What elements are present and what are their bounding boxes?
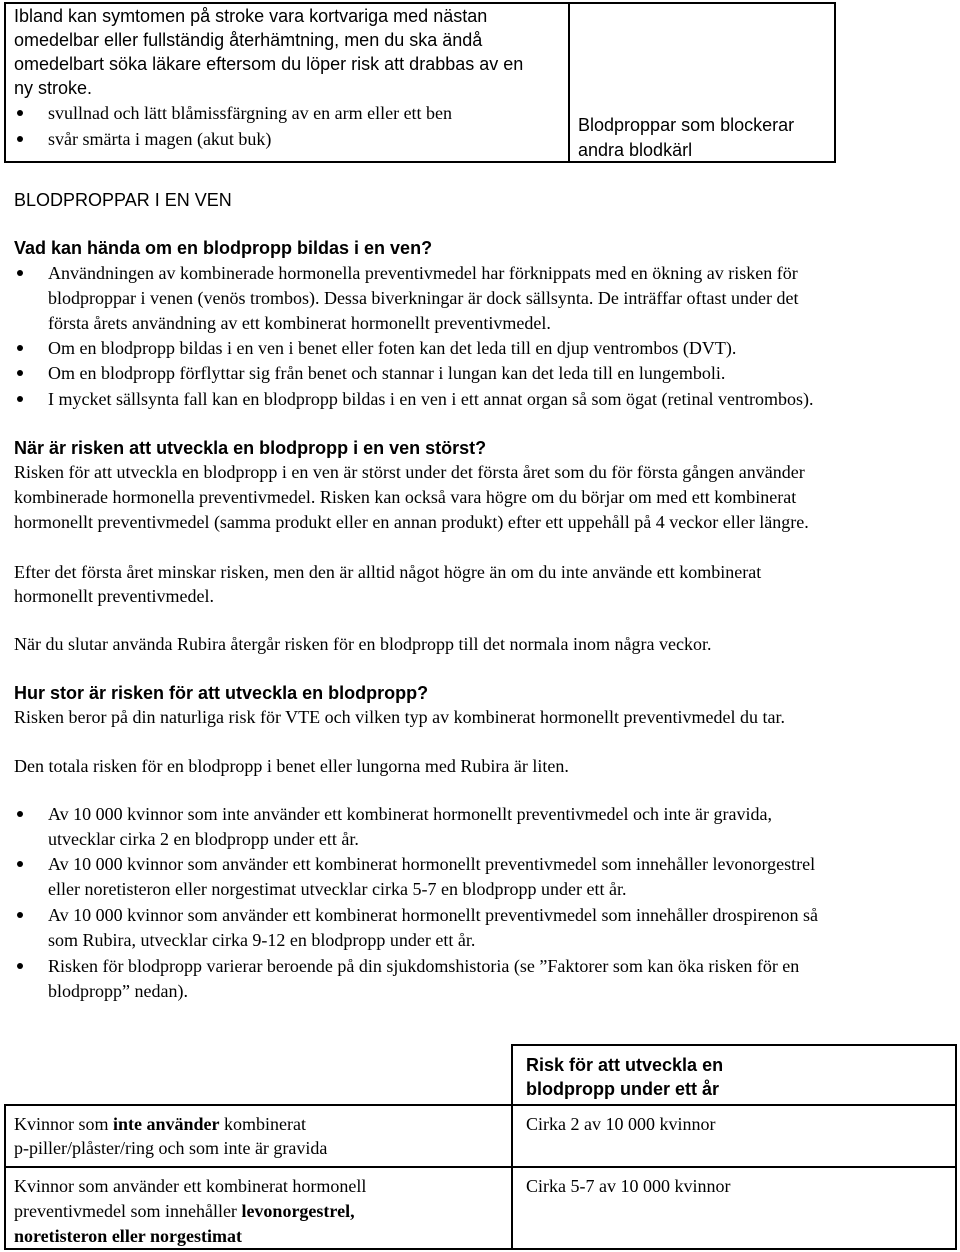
list-item: Av 10 000 kvinnor som använder ett kombinerat hormonellt preventivmedel som innehåller drospirenon så — [48, 905, 818, 925]
condition-label: andra blodkärl — [578, 140, 693, 160]
list-item: första årets användning av ett kombinerat hormonellt preventivmedel. — [48, 313, 551, 333]
risk-row-label: Kvinnor som använder ett kombinerat hormonell — [14, 1176, 367, 1196]
list-item: eller noretisteron eller norgestimat utvecklar cirka 5-7 en blodpropp under ett år. — [48, 879, 627, 899]
table-divider — [568, 4, 570, 161]
question-heading: Vad kan hända om en blodpropp bildas i en ven? — [14, 238, 433, 258]
list-item: Av 10 000 kvinnor som använder ett kombinerat hormonellt preventivmedel som innehåller levonorgestrel — [48, 854, 816, 874]
list-item: blodproppar i venen (venös trombos). Dessa biverkningar är dock sällsynta. De inträffar oftast under det — [48, 288, 799, 308]
paragraph-line: När du slutar använda Rubira återgår risken för en blodpropp till det normala inom några veckor. — [14, 634, 712, 654]
symptom-item: svullnad och lätt blåmissfärgning av en arm eller ett ben — [48, 103, 453, 123]
intro-line: ny stroke. — [14, 78, 93, 98]
bullet-icon — [17, 963, 23, 969]
list-item: I mycket sällsynta fall kan en blodpropp bildas i en ven i ett annat organ så som ögat (retinal ventrombos). — [48, 389, 814, 409]
paragraph-line: kombinerade hormonella preventivmedel. Risken kan också vara högre om du börjar om med ett kombinerat — [14, 487, 797, 507]
risk-table-header: blodpropp under ett år — [526, 1079, 719, 1099]
risk-row-label: preventivmedel som innehåller levonorgestrel, — [14, 1201, 355, 1221]
bullet-icon — [17, 110, 23, 116]
paragraph-line: hormonellt preventivmedel. — [14, 586, 214, 606]
risk-table-header: Risk för att utveckla en — [526, 1055, 724, 1075]
bullet-icon — [17, 136, 23, 142]
section-heading: BLODPROPPAR I EN VEN — [14, 190, 232, 210]
bullet-icon — [17, 396, 23, 402]
list-item: Om en blodpropp bildas i en ven i benet eller foten kan det leda till en djup ventrombos (DVT). — [48, 338, 737, 358]
bullet-icon — [17, 345, 23, 351]
paragraph-line: Efter det första året minskar risken, men den är alltid något högre än om du inte använde ett kombinerat — [14, 562, 762, 582]
paragraph-line: Den totala risken för en blodpropp i benet eller lungorna med Rubira är liten. — [14, 756, 569, 776]
list-item: Användningen av kombinerade hormonella preventivmedel har förknippats med en ökning av risken för — [48, 263, 798, 283]
risk-row-value: Cirka 2 av 10 000 kvinnor — [526, 1114, 716, 1134]
list-item: Risken för blodpropp varierar beroende på din sjukdomshistoria (se ”Faktorer som kan öka risken för en — [48, 956, 800, 976]
bullet-icon — [17, 861, 23, 867]
condition-label: Blodproppar som blockerar — [578, 115, 795, 135]
risk-row-label: p-piller/plåster/ring och som inte är gravida — [14, 1138, 328, 1158]
intro-line: omedelbart söka läkare eftersom du löper risk att drabbas av en — [14, 54, 524, 74]
bullet-icon — [17, 370, 23, 376]
list-item: som Rubira, utvecklar cirka 9-12 en blodpropp under ett år. — [48, 930, 476, 950]
list-item: blodpropp” nedan). — [48, 981, 188, 1001]
intro-line: Ibland kan symtomen på stroke vara kortvariga med nästan — [14, 6, 488, 26]
question-heading: Hur stor är risken för att utveckla en blodpropp? — [14, 683, 429, 703]
paragraph-line: hormonellt preventivmedel (samma produkt eller en annan produkt) efter ett uppehåll på 4 veckor eller längre. — [14, 512, 809, 532]
bullet-icon — [17, 270, 23, 276]
risk-row-label: Kvinnor som inte använder kombinerat — [14, 1114, 306, 1134]
risk-row-label: noretisteron eller norgestimat — [14, 1226, 242, 1246]
paragraph-line: Risken för att utveckla en blodpropp i en ven är störst under det första året som du för första gången använder — [14, 462, 805, 482]
intro-line: omedelbar eller fullständig återhämtning, men du ska ändå — [14, 30, 483, 50]
risk-row-value: Cirka 5-7 av 10 000 kvinnor — [526, 1176, 731, 1196]
list-item: Om en blodpropp förflyttar sig från benet och stannar i lungan kan det leda till en lungemboli. — [48, 363, 726, 383]
paragraph-line: Risken beror på din naturliga risk för VTE och vilken typ av kombinerat hormonellt preventivmedel du tar. — [14, 707, 785, 727]
symptom-item: svår smärta i magen (akut buk) — [48, 129, 272, 149]
list-item: Av 10 000 kvinnor som inte använder ett kombinerat hormonellt preventivmedel och inte är gravida, — [48, 804, 772, 824]
bullet-icon — [17, 811, 23, 817]
question-heading: När är risken att utveckla en blodpropp i en ven störst? — [14, 438, 487, 458]
bullet-icon — [17, 912, 23, 918]
list-item: utvecklar cirka 2 en blodpropp under ett år. — [48, 829, 359, 849]
